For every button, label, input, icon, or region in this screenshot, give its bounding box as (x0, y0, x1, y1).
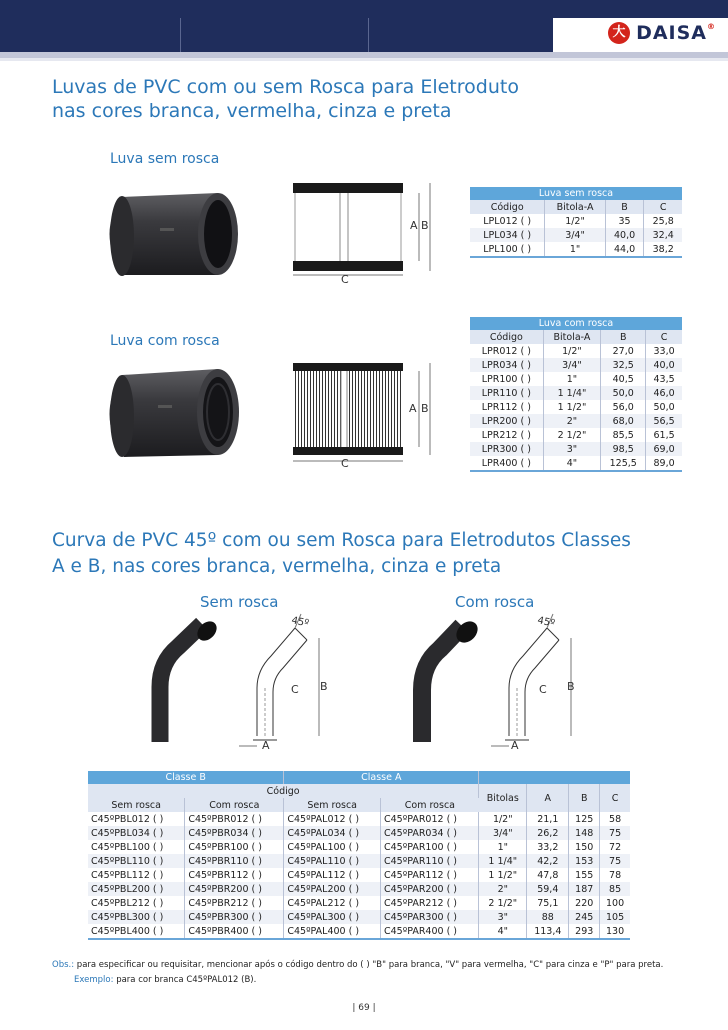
col-header: B (601, 330, 646, 344)
table-cell: 1 1/4" (543, 386, 601, 400)
table-cell: 42,2 (527, 854, 569, 868)
table-cell: C45ºPAL100 ( ) (284, 840, 381, 854)
table-cell: 44,0 (605, 242, 644, 257)
table-cell: LPR012 ( ) (470, 344, 543, 358)
table-cell: 85,5 (601, 428, 646, 442)
table-cell: LPL100 ( ) (470, 242, 545, 257)
table-cell: LPR112 ( ) (470, 400, 543, 414)
table-cell: C45ºPBR012 ( ) (185, 812, 284, 826)
table-cell: 98,5 (601, 442, 646, 456)
table-cell: C45ºPBL112 ( ) (88, 868, 185, 882)
luva-com-rosca-photo (100, 355, 260, 467)
table-cell: 75 (600, 854, 630, 868)
table-cell: C45ºPAR100 ( ) (381, 840, 479, 854)
dim-c-label: C (341, 457, 349, 470)
table-cell: 4" (543, 456, 601, 471)
dim-b-label: B (320, 680, 328, 693)
logo-mark-icon: 大 (608, 22, 630, 44)
table-cell: 58 (600, 812, 630, 826)
dim-b-label: B (421, 402, 429, 415)
col-header: B (569, 784, 600, 812)
table-cell: 1" (479, 840, 527, 854)
table-cell: 3/4" (543, 358, 601, 372)
table-cell: 130 (600, 924, 630, 939)
table-row (88, 812, 630, 826)
curva-sem-rosca-drawing (235, 608, 335, 753)
table-cell: 38,2 (644, 242, 682, 257)
table-cell: 59,4 (527, 882, 569, 896)
table-cell: C45ºPBL200 ( ) (88, 882, 185, 896)
table-cell: C45ºPBR112 ( ) (185, 868, 284, 882)
table-cell: 32,5 (601, 358, 646, 372)
dim-a-label: A (511, 739, 519, 752)
table-row (470, 358, 682, 372)
table-cell: LPL034 ( ) (470, 228, 545, 242)
table-cell: 220 (569, 896, 600, 910)
table-cell: C45ºPAL212 ( ) (284, 896, 381, 910)
table-cell: C45ºPBR212 ( ) (185, 896, 284, 910)
luva-com-rosca-drawing (285, 355, 445, 470)
table-cell: 245 (569, 910, 600, 924)
table-cell: 61,5 (646, 428, 682, 442)
table-cell: 72 (600, 840, 630, 854)
table-cell: LPR212 ( ) (470, 428, 543, 442)
table-cell: 40,0 (646, 358, 682, 372)
curva-com-rosca-label: Com rosca (455, 593, 535, 611)
table-cell: 27,0 (601, 344, 646, 358)
table-cell: 125 (569, 812, 600, 826)
table-cell: 21,1 (527, 812, 569, 826)
header-stripe-light (0, 58, 728, 61)
table-cell: 293 (569, 924, 600, 939)
table-cell: C45ºPBL012 ( ) (88, 812, 185, 826)
table-cell: C45ºPBR200 ( ) (185, 882, 284, 896)
codigo-header: Código (88, 784, 479, 798)
table-cell: C45ºPBL110 ( ) (88, 854, 185, 868)
table-cell: 56,5 (646, 414, 682, 428)
table-cell: C45ºPAL012 ( ) (284, 812, 381, 826)
dim-a-label: A (262, 739, 270, 752)
table-row (470, 428, 682, 442)
table-cell: C45ºPBR034 ( ) (185, 826, 284, 840)
table-row (470, 242, 682, 257)
table-cell: 105 (600, 910, 630, 924)
col-header: C (600, 784, 630, 812)
col-header: Sem rosca (284, 798, 381, 812)
table-cell: C45ºPAR212 ( ) (381, 896, 479, 910)
dim-c-label: C (291, 683, 299, 696)
header-divider (368, 18, 369, 52)
caption-filler (479, 771, 630, 784)
table-cell: C45ºPBL034 ( ) (88, 826, 185, 840)
table-cell: 56,0 (601, 400, 646, 414)
table-cell: 148 (569, 826, 600, 840)
table-cell: 26,2 (527, 826, 569, 840)
section2-title: Curva de PVC 45º com ou sem Rosca para Eletrodutos Classes A e B, nas cores branca, vermelha, cinza e preta (52, 530, 631, 577)
table-cell: 4" (479, 924, 527, 939)
table-row (470, 386, 682, 400)
col-header: A (527, 784, 569, 812)
table-cell: 1 1/2" (479, 868, 527, 882)
table-cell: LPR110 ( ) (470, 386, 543, 400)
table-cell: LPR100 ( ) (470, 372, 543, 386)
table-row (88, 882, 630, 896)
luva-sem-rosca-drawing (285, 175, 445, 287)
table-cell: 1" (543, 372, 601, 386)
table-cell: 113,4 (527, 924, 569, 939)
table-cell: 100 (600, 896, 630, 910)
table-cell: 88 (527, 910, 569, 924)
luva-sem-rosca-table (470, 187, 682, 258)
table-row (470, 414, 682, 428)
table-cell: 47,8 (527, 868, 569, 882)
table-cell: LPR034 ( ) (470, 358, 543, 372)
table-caption: Luva sem rosca (470, 187, 682, 200)
table-cell: 150 (569, 840, 600, 854)
table-cell: C45ºPBR400 ( ) (185, 924, 284, 939)
table-row (88, 924, 630, 939)
table-cell: C45ºPBR100 ( ) (185, 840, 284, 854)
table-cell: LPR300 ( ) (470, 442, 543, 456)
table-row (470, 456, 682, 471)
obs-note: Obs.: para especificar ou requisitar, mencionar após o código dentro do ( ) "B" para branca, "V" para vermelha, "C" para cinza e "P" para preta. (52, 960, 664, 970)
col-header: Bitola-A (543, 330, 601, 344)
table-row (470, 400, 682, 414)
table-caption: Luva com rosca (470, 317, 682, 330)
table-row (470, 214, 682, 228)
page-number: | 69 | (352, 1003, 376, 1013)
table-cell: 3/4" (479, 826, 527, 840)
table-row (88, 840, 630, 854)
table-cell: 32,4 (644, 228, 682, 242)
table-cell: 1/2" (545, 214, 605, 228)
table-cell: 46,0 (646, 386, 682, 400)
col-header: Com rosca (185, 798, 284, 812)
table-cell: C45ºPAR034 ( ) (381, 826, 479, 840)
col-header: B (605, 200, 644, 214)
table-row (470, 344, 682, 358)
table-cell: 3/4" (545, 228, 605, 242)
curva-com-rosca-photo (400, 612, 480, 747)
table-cell: C45ºPAL110 ( ) (284, 854, 381, 868)
table-cell: 50,0 (601, 386, 646, 400)
table-row (88, 896, 630, 910)
table-cell: 69,0 (646, 442, 682, 456)
table-cell: C45ºPAR200 ( ) (381, 882, 479, 896)
table-cell: C45ºPAR012 ( ) (381, 812, 479, 826)
dim-c-label: C (539, 683, 547, 696)
table-cell: C45ºPAR110 ( ) (381, 854, 479, 868)
section1-title: Luvas de PVC com ou sem Rosca para Eletroduto nas cores branca, vermelha, cinza e preta (52, 76, 519, 122)
table-cell: 35 (605, 214, 644, 228)
table-cell: C45ºPAL034 ( ) (284, 826, 381, 840)
table-cell: C45ºPAL112 ( ) (284, 868, 381, 882)
logo-text: DAISA® (636, 22, 716, 44)
table-cell: 25,8 (644, 214, 682, 228)
col-header: Código (470, 330, 543, 344)
table-cell: C45ºPAR112 ( ) (381, 868, 479, 882)
table-cell: LPR400 ( ) (470, 456, 543, 471)
col-header: C (646, 330, 682, 344)
table-row (88, 826, 630, 840)
table-cell: LPR200 ( ) (470, 414, 543, 428)
luva-sem-rosca-subtitle: Luva sem rosca (110, 151, 220, 167)
table-cell: 50,0 (646, 400, 682, 414)
table-cell: 187 (569, 882, 600, 896)
table-cell: 1/2" (543, 344, 601, 358)
angle-label: 45º (536, 615, 556, 630)
table-cell: 43,5 (646, 372, 682, 386)
classe-a-header: Classe A (284, 771, 479, 784)
table-row (470, 442, 682, 456)
curva-sem-rosca-photo (140, 612, 220, 747)
table-row (470, 372, 682, 386)
daisa-logo (608, 22, 716, 44)
table-cell: 75 (600, 826, 630, 840)
table-row (88, 854, 630, 868)
luva-com-rosca-table (470, 317, 682, 472)
table-cell: C45ºPAL300 ( ) (284, 910, 381, 924)
table-cell: 125,5 (601, 456, 646, 471)
table-cell: C45ºPAR300 ( ) (381, 910, 479, 924)
table-cell: C45ºPBL212 ( ) (88, 896, 185, 910)
luva-com-rosca-subtitle: Luva com rosca (110, 333, 220, 349)
col-header: Bitola-A (545, 200, 605, 214)
header-divider (180, 18, 181, 52)
table-cell: 155 (569, 868, 600, 882)
table-cell: C45ºPBR300 ( ) (185, 910, 284, 924)
classe-b-header: Classe B (88, 771, 284, 784)
table-cell: C45ºPBL100 ( ) (88, 840, 185, 854)
curva-com-rosca-drawing (487, 608, 587, 753)
table-cell: 1 1/2" (543, 400, 601, 414)
table-cell: 2 1/2" (543, 428, 601, 442)
table-cell: 3" (479, 910, 527, 924)
angle-label: 45º (290, 615, 310, 630)
dim-b-label: B (421, 219, 429, 232)
example-note: Exemplo: para cor branca C45ºPAL012 (B). (74, 975, 257, 985)
table-cell: 1/2" (479, 812, 527, 826)
table-cell: 68,0 (601, 414, 646, 428)
table-cell: C45ºPAL400 ( ) (284, 924, 381, 939)
col-header: Bitolas (479, 784, 527, 812)
table-cell: 153 (569, 854, 600, 868)
table-cell: 89,0 (646, 456, 682, 471)
curva-table (88, 771, 630, 940)
table-row (88, 910, 630, 924)
table-cell: 78 (600, 868, 630, 882)
col-header: Código (470, 200, 545, 214)
table-cell: 40,5 (601, 372, 646, 386)
col-header: Sem rosca (88, 798, 185, 812)
table-cell: 1" (545, 242, 605, 257)
table-row (470, 228, 682, 242)
dim-a-label: A (409, 402, 417, 415)
table-cell: 2 1/2" (479, 896, 527, 910)
table-cell: 40,0 (605, 228, 644, 242)
table-cell: C45ºPBL300 ( ) (88, 910, 185, 924)
table-cell: 33,2 (527, 840, 569, 854)
table-cell: C45ºPAL200 ( ) (284, 882, 381, 896)
table-cell: 75,1 (527, 896, 569, 910)
table-cell: C45ºPBL400 ( ) (88, 924, 185, 939)
col-header: C (644, 200, 682, 214)
table-cell: 3" (543, 442, 601, 456)
table-cell: C45ºPAR400 ( ) (381, 924, 479, 939)
luva-sem-rosca-photo (100, 175, 260, 285)
table-cell: 2" (479, 882, 527, 896)
table-cell: 85 (600, 882, 630, 896)
table-cell: 1 1/4" (479, 854, 527, 868)
dim-b-label: B (567, 680, 575, 693)
table-cell: C45ºPBR110 ( ) (185, 854, 284, 868)
table-cell: 2" (543, 414, 601, 428)
table-cell: 33,0 (646, 344, 682, 358)
curva-sem-rosca-label: Sem rosca (200, 593, 279, 611)
table-row (88, 868, 630, 882)
dim-c-label: C (341, 273, 349, 286)
table-cell: LPL012 ( ) (470, 214, 545, 228)
dim-a-label: A (410, 219, 418, 232)
col-header: Com rosca (381, 798, 479, 812)
